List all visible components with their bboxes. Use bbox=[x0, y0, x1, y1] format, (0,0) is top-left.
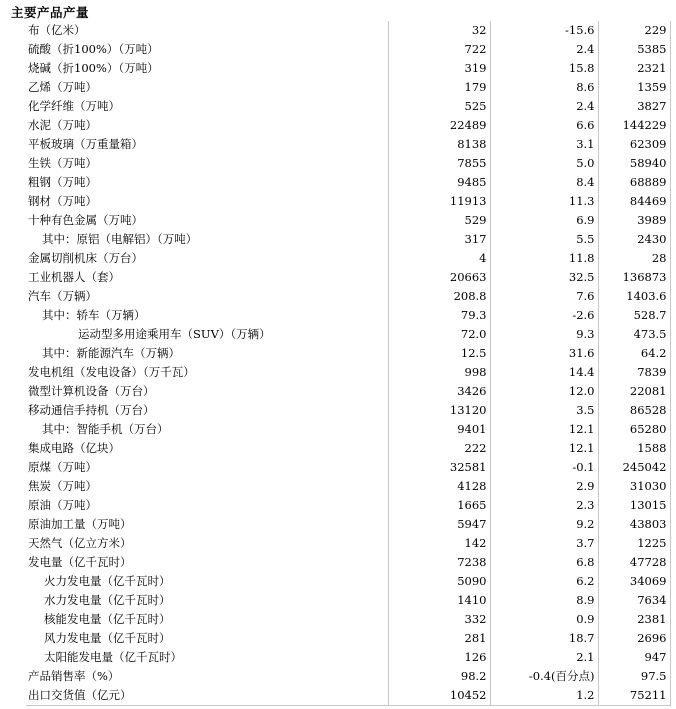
product-label: 其中：智能手机（万台） bbox=[26, 420, 388, 439]
ytd-value-cell: 2381 bbox=[598, 610, 670, 629]
product-label: 集成电路（亿块） bbox=[26, 439, 388, 458]
table-row bbox=[26, 59, 670, 78]
ytd-value-cell: 1588 bbox=[598, 439, 670, 458]
ytd-value-cell: 473.5 bbox=[598, 325, 670, 344]
table-row bbox=[26, 534, 670, 553]
month-value-cell: 4128 bbox=[388, 477, 490, 496]
product-label: 原煤（万吨） bbox=[26, 458, 388, 477]
month-growth-cell: 12.1 bbox=[490, 439, 598, 458]
product-label: 移动通信手持机（万台） bbox=[26, 401, 388, 420]
month-value-cell: 319 bbox=[388, 59, 490, 78]
month-growth-cell: -2.6 bbox=[490, 306, 598, 325]
table-row bbox=[26, 21, 670, 40]
product-label: 发电量（亿千瓦时） bbox=[26, 553, 388, 572]
month-growth-cell: 0.9 bbox=[490, 610, 598, 629]
month-value-cell: 9485 bbox=[388, 173, 490, 192]
product-label: 核能发电量（亿千瓦时） bbox=[26, 610, 388, 629]
table-row bbox=[26, 420, 670, 439]
month-growth-cell: 2.3 bbox=[490, 496, 598, 515]
month-value-cell: 72.0 bbox=[388, 325, 490, 344]
product-label: 硫酸（折100%）（万吨） bbox=[26, 40, 388, 59]
ytd-value-cell: 84469 bbox=[598, 192, 670, 211]
month-value-cell: 20663 bbox=[388, 268, 490, 287]
ytd-value-cell: 2321 bbox=[598, 59, 670, 78]
ytd-value-cell: 3827 bbox=[598, 97, 670, 116]
table-row bbox=[26, 344, 670, 363]
month-growth-cell: 14.4 bbox=[490, 363, 598, 382]
ytd-value-cell: 62309 bbox=[598, 135, 670, 154]
table-row bbox=[26, 553, 670, 572]
ytd-value-cell: 7634 bbox=[598, 591, 670, 610]
ytd-value-cell: 136873 bbox=[598, 268, 670, 287]
table-body bbox=[26, 21, 670, 706]
month-value-cell: 10452 bbox=[388, 686, 490, 706]
product-label: 金属切削机床（万台） bbox=[26, 249, 388, 268]
product-label: 其中：轿车（万辆） bbox=[26, 306, 388, 325]
month-value-cell: 32 bbox=[388, 21, 490, 40]
table-row bbox=[26, 667, 670, 686]
month-value-cell: 13120 bbox=[388, 401, 490, 420]
month-value-cell: 525 bbox=[388, 97, 490, 116]
table-row bbox=[26, 154, 670, 173]
table-row bbox=[26, 591, 670, 610]
ytd-value-cell: 34069 bbox=[598, 572, 670, 591]
table-row bbox=[26, 192, 670, 211]
product-label: 原油（万吨） bbox=[26, 496, 388, 515]
month-value-cell: 7238 bbox=[388, 553, 490, 572]
ytd-value-cell: 28 bbox=[598, 249, 670, 268]
ytd-value-cell: 2696 bbox=[598, 629, 670, 648]
ytd-value-cell: 13015 bbox=[598, 496, 670, 515]
ytd-value-cell: 1359 bbox=[598, 78, 670, 97]
month-value-cell: 5947 bbox=[388, 515, 490, 534]
ytd-value-cell: 947 bbox=[598, 648, 670, 667]
month-value-cell: 79.3 bbox=[388, 306, 490, 325]
month-value-cell: 1665 bbox=[388, 496, 490, 515]
ytd-value-cell: 65280 bbox=[598, 420, 670, 439]
product-label: 运动型多用途乘用车（SUV）（万辆） bbox=[26, 325, 388, 344]
month-value-cell: 998 bbox=[388, 363, 490, 382]
month-growth-cell: 9.2 bbox=[490, 515, 598, 534]
ytd-value-cell: 528.7 bbox=[598, 306, 670, 325]
ytd-value-cell: 5385 bbox=[598, 40, 670, 59]
month-growth-cell: 32.5 bbox=[490, 268, 598, 287]
table-row bbox=[26, 401, 670, 420]
month-growth-cell: 3.7 bbox=[490, 534, 598, 553]
month-growth-cell: -0.4(百分点) bbox=[490, 667, 598, 686]
ytd-value-cell: 47728 bbox=[598, 553, 670, 572]
month-value-cell: 281 bbox=[388, 629, 490, 648]
table-row bbox=[26, 135, 670, 154]
table-row bbox=[26, 515, 670, 534]
month-value-cell: 11913 bbox=[388, 192, 490, 211]
month-growth-cell: -15.6 bbox=[490, 21, 598, 40]
ytd-value-cell: 31030 bbox=[598, 477, 670, 496]
product-output-table bbox=[26, 21, 670, 706]
table-row bbox=[26, 572, 670, 591]
month-growth-cell: 9.3 bbox=[490, 325, 598, 344]
product-label: 天然气（亿立方米） bbox=[26, 534, 388, 553]
month-value-cell: 98.2 bbox=[388, 667, 490, 686]
product-label: 产品销售率（%） bbox=[26, 667, 388, 686]
ytd-value-cell: 97.5 bbox=[598, 667, 670, 686]
month-value-cell: 5090 bbox=[388, 572, 490, 591]
month-growth-cell: 11.8 bbox=[490, 249, 598, 268]
month-value-cell: 529 bbox=[388, 211, 490, 230]
month-growth-cell: 2.1 bbox=[490, 648, 598, 667]
ytd-value-cell: 144229 bbox=[598, 116, 670, 135]
table-row bbox=[26, 648, 670, 667]
product-label: 太阳能发电量（亿千瓦时） bbox=[26, 648, 388, 667]
product-label: 乙烯（万吨） bbox=[26, 78, 388, 97]
month-growth-cell: 18.7 bbox=[490, 629, 598, 648]
product-label: 火力发电量（亿千瓦时） bbox=[26, 572, 388, 591]
month-growth-cell: 2.4 bbox=[490, 97, 598, 116]
product-label: 十种有色金属（万吨） bbox=[26, 211, 388, 230]
month-value-cell: 3426 bbox=[388, 382, 490, 401]
product-label: 其中：原铝（电解铝）（万吨） bbox=[26, 230, 388, 249]
month-growth-cell: -0.1 bbox=[490, 458, 598, 477]
product-label: 生铁（万吨） bbox=[26, 154, 388, 173]
product-label: 布（亿米） bbox=[26, 21, 388, 40]
month-growth-cell: 12.0 bbox=[490, 382, 598, 401]
product-label: 发电机组（发电设备）（万千瓦） bbox=[26, 363, 388, 382]
month-value-cell: 208.8 bbox=[388, 287, 490, 306]
month-growth-cell: 3.1 bbox=[490, 135, 598, 154]
table-row bbox=[26, 686, 670, 706]
month-growth-cell: 3.5 bbox=[490, 401, 598, 420]
table-row bbox=[26, 629, 670, 648]
product-label: 水泥（万吨） bbox=[26, 116, 388, 135]
ytd-value-cell: 22081 bbox=[598, 382, 670, 401]
month-value-cell: 722 bbox=[388, 40, 490, 59]
product-label: 水力发电量（亿千瓦时） bbox=[26, 591, 388, 610]
month-value-cell: 22489 bbox=[388, 116, 490, 135]
ytd-value-cell: 1225 bbox=[598, 534, 670, 553]
table-row bbox=[26, 230, 670, 249]
product-label: 出口交货值（亿元） bbox=[26, 686, 388, 706]
table-row bbox=[26, 268, 670, 287]
ytd-value-cell: 245042 bbox=[598, 458, 670, 477]
product-label: 原油加工量（万吨） bbox=[26, 515, 388, 534]
month-growth-cell: 12.1 bbox=[490, 420, 598, 439]
product-label: 化学纤维（万吨） bbox=[26, 97, 388, 116]
ytd-value-cell: 7839 bbox=[598, 363, 670, 382]
table-row bbox=[26, 458, 670, 477]
month-growth-cell: 6.6 bbox=[490, 116, 598, 135]
month-value-cell: 32581 bbox=[388, 458, 490, 477]
ytd-value-cell: 2430 bbox=[598, 230, 670, 249]
product-label: 工业机器人（套） bbox=[26, 268, 388, 287]
month-growth-cell: 31.6 bbox=[490, 344, 598, 363]
month-value-cell: 142 bbox=[388, 534, 490, 553]
ytd-value-cell: 43803 bbox=[598, 515, 670, 534]
month-growth-cell: 2.9 bbox=[490, 477, 598, 496]
month-growth-cell: 1.2 bbox=[490, 686, 598, 706]
product-label: 烧碱（折100%）（万吨） bbox=[26, 59, 388, 78]
table-row bbox=[26, 173, 670, 192]
month-growth-cell: 5.0 bbox=[490, 154, 598, 173]
table-row bbox=[26, 610, 670, 629]
month-value-cell: 317 bbox=[388, 230, 490, 249]
ytd-value-cell: 3989 bbox=[598, 211, 670, 230]
table-row bbox=[26, 287, 670, 306]
month-value-cell: 222 bbox=[388, 439, 490, 458]
product-label: 平板玻璃（万重量箱） bbox=[26, 135, 388, 154]
product-label: 粗钢（万吨） bbox=[26, 173, 388, 192]
table-row bbox=[26, 363, 670, 382]
table-row bbox=[26, 78, 670, 97]
month-growth-cell: 2.4 bbox=[490, 40, 598, 59]
ytd-value-cell: 68889 bbox=[598, 173, 670, 192]
month-growth-cell: 8.9 bbox=[490, 591, 598, 610]
month-growth-cell: 5.5 bbox=[490, 230, 598, 249]
month-value-cell: 179 bbox=[388, 78, 490, 97]
product-label: 微型计算机设备（万台） bbox=[26, 382, 388, 401]
table-row bbox=[26, 40, 670, 59]
ytd-value-cell: 58940 bbox=[598, 154, 670, 173]
month-value-cell: 4 bbox=[388, 249, 490, 268]
month-value-cell: 126 bbox=[388, 648, 490, 667]
month-value-cell: 7855 bbox=[388, 154, 490, 173]
table-row bbox=[26, 496, 670, 515]
table-row bbox=[26, 116, 670, 135]
month-growth-cell: 8.6 bbox=[490, 78, 598, 97]
product-label: 汽车（万辆） bbox=[26, 287, 388, 306]
ytd-value-cell: 75211 bbox=[598, 686, 670, 706]
month-growth-cell: 11.3 bbox=[490, 192, 598, 211]
table-row bbox=[26, 211, 670, 230]
month-value-cell: 12.5 bbox=[388, 344, 490, 363]
month-growth-cell: 15.8 bbox=[490, 59, 598, 78]
ytd-value-cell: 229 bbox=[598, 21, 670, 40]
product-label: 焦炭（万吨） bbox=[26, 477, 388, 496]
month-value-cell: 8138 bbox=[388, 135, 490, 154]
month-growth-cell: 6.9 bbox=[490, 211, 598, 230]
table-row bbox=[26, 306, 670, 325]
product-label: 其中：新能源汽车（万辆） bbox=[26, 344, 388, 363]
month-growth-cell: 6.8 bbox=[490, 553, 598, 572]
table-row bbox=[26, 249, 670, 268]
ytd-value-cell: 64.2 bbox=[598, 344, 670, 363]
table-row bbox=[26, 439, 670, 458]
month-growth-cell: 8.4 bbox=[490, 173, 598, 192]
table-row bbox=[26, 477, 670, 496]
ytd-value-cell: 86528 bbox=[598, 401, 670, 420]
section-title: 主要产品产量 bbox=[11, 5, 90, 20]
product-label: 钢材（万吨） bbox=[26, 192, 388, 211]
product-label: 风力发电量（亿千瓦时） bbox=[26, 629, 388, 648]
month-value-cell: 332 bbox=[388, 610, 490, 629]
table-row bbox=[26, 382, 670, 401]
table-row bbox=[26, 325, 670, 344]
month-value-cell: 9401 bbox=[388, 420, 490, 439]
month-growth-cell: 7.6 bbox=[490, 287, 598, 306]
table-row bbox=[26, 97, 670, 116]
ytd-value-cell: 1403.6 bbox=[598, 287, 670, 306]
month-value-cell: 1410 bbox=[388, 591, 490, 610]
month-growth-cell: 6.2 bbox=[490, 572, 598, 591]
